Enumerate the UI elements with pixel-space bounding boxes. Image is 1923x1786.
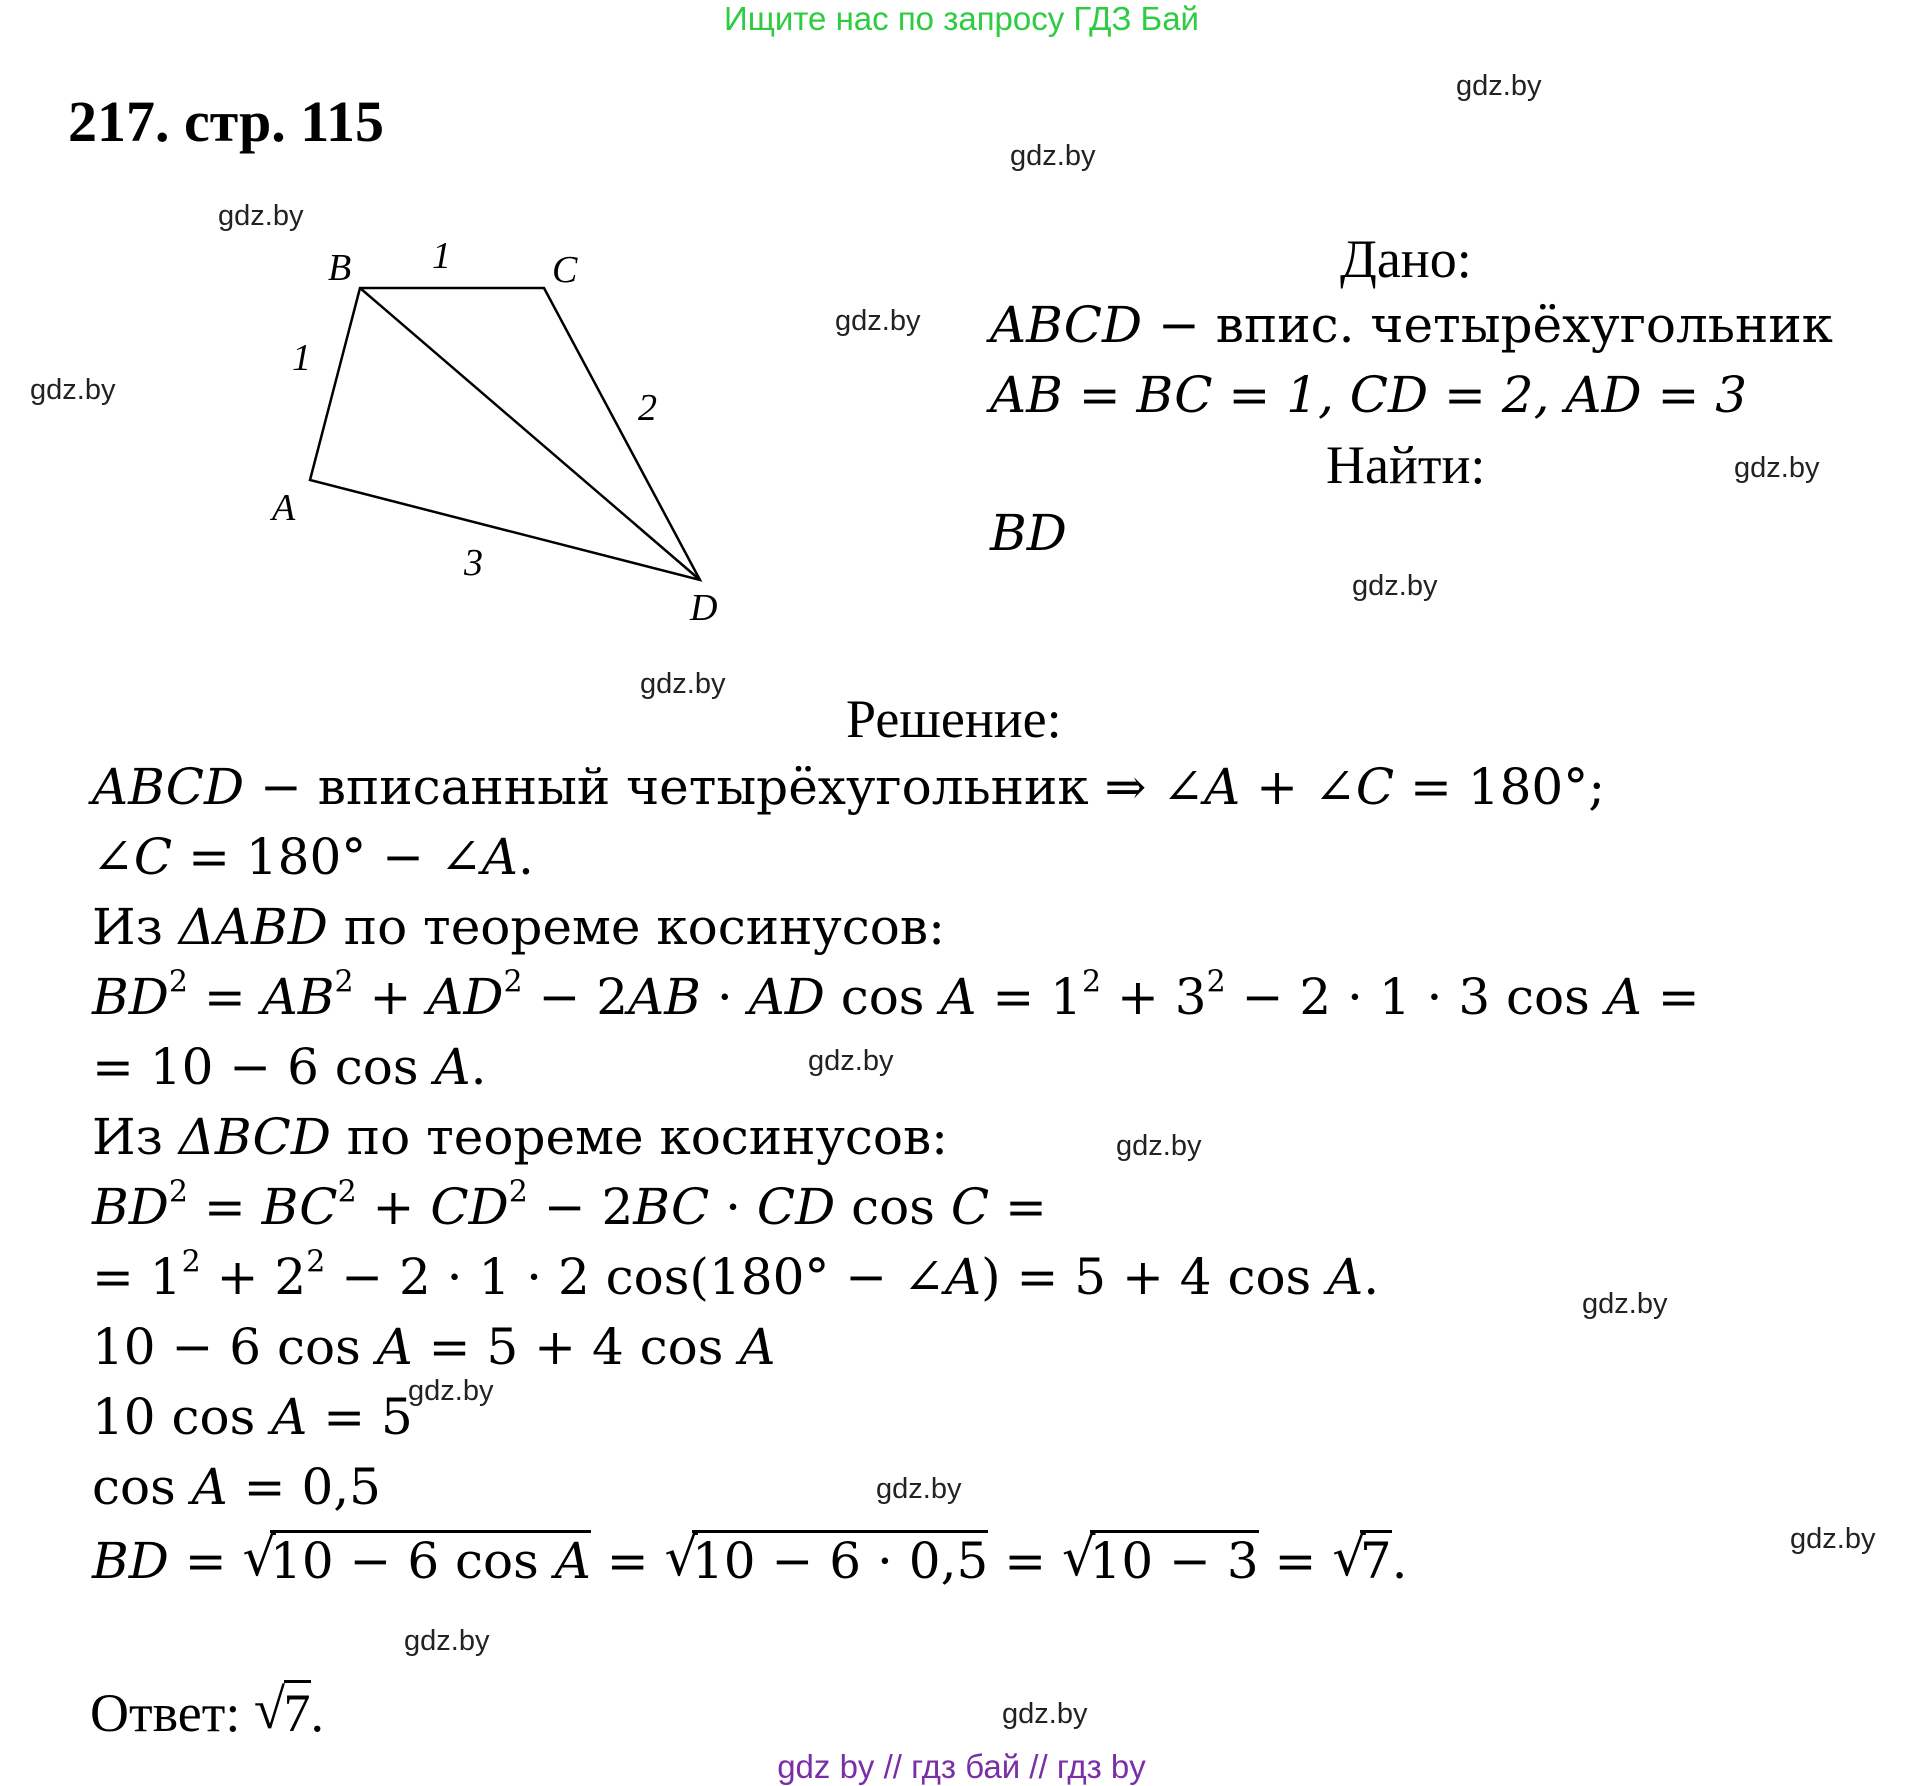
side-ad-label: 3 (464, 542, 483, 584)
find-heading: Найти: (1326, 435, 1486, 495)
watermark: gdz.by (1116, 1130, 1202, 1162)
watermark: gdz.by (408, 1375, 494, 1407)
vertex-b: B (328, 247, 352, 289)
vertex-d: D (690, 587, 718, 629)
watermark: gdz.by (218, 200, 304, 232)
watermark: gdz.by (30, 374, 116, 406)
watermark: gdz.by (1582, 1288, 1668, 1320)
footer-links[interactable]: gdz by // гдз бай // гдз by (777, 1748, 1146, 1785)
answer-line (90, 1680, 324, 1744)
side-ab-label: 1 (292, 337, 311, 379)
given-line-1 (990, 296, 1833, 354)
watermark: gdz.by (808, 1045, 894, 1077)
find-value: BD (990, 504, 1067, 562)
answer-value: 7 (284, 1680, 311, 1742)
answer-label: Ответ: (90, 1683, 254, 1743)
solution-line-7: $BD^2 = BC^2 + CD^2 - 2BC$ · CD cos C = (92, 1174, 1047, 1236)
watermark: gdz.by (876, 1473, 962, 1505)
quadrilateral-figure (250, 230, 770, 640)
solution-heading: Решение: (846, 689, 1062, 749)
problem-title: 217. стр. 115 (68, 89, 384, 154)
solution-line-1: ABCD − вписанный четырёхугольник ⇒ ∠A + ∠C = 180°; (92, 758, 1606, 816)
given-heading: Дано: (1340, 229, 1472, 289)
quadrilateral-outline (310, 288, 700, 580)
solution-line-12: BD = √ 10 − 6 cos A = √ 10 − 6 · 0,5 = √ 10 − 3 = √ 7. (92, 1530, 1408, 1590)
vertex-a: A (272, 487, 296, 529)
top-banner[interactable]: Ищите нас по запросу ГДЗ Бай (724, 0, 1199, 37)
solution-line-11: cos A = 0,5 (92, 1458, 381, 1516)
watermark: gdz.by (640, 668, 726, 700)
watermark: gdz.by (1734, 452, 1820, 484)
solution-line-8: = $1^2 + 2^2 - 2 \cdot 1 \cdot 2$ cos(180° − ∠A) = 5 + 4 cos A. (92, 1244, 1380, 1306)
given-figure-desc: − впис. четырёхугольник (1142, 296, 1833, 354)
solution-line-9: 10 − 6 cos A = 5 + 4 cos A (92, 1318, 776, 1376)
solution-line-10: 10 cos A = 5 (92, 1388, 413, 1446)
watermark: gdz.by (1002, 1698, 1088, 1730)
side-cd-label: 2 (638, 387, 657, 429)
solution-line-4: $BD^2 = AB^2 + AD^2 - 2AB$ · AD $\cos A = 1^2 + 3^2 - 2 \cdot 1 \cdot 3$ cos A = (92, 964, 1700, 1026)
solution-line-6: Из ΔBCD по теореме косинусов: (92, 1108, 948, 1166)
solution-line-3: Из ΔABD по теореме косинусов: (92, 898, 945, 956)
given-figure-name: ABCD (990, 296, 1143, 354)
solution-line-5: = 10 − 6 cos A. (92, 1038, 487, 1096)
vertex-c: C (552, 249, 578, 291)
answer-end: . (310, 1683, 325, 1743)
watermark: gdz.by (404, 1625, 490, 1657)
given-line-2: AB = BC = 1, CD = 2, AD = 3 (990, 366, 1748, 424)
watermark: gdz.by (1010, 140, 1096, 172)
solution-line-2: ∠C = 180° − ∠A. (92, 828, 534, 886)
side-bc-label: 1 (432, 235, 451, 277)
watermark: gdz.by (835, 305, 921, 337)
watermark: gdz.by (1790, 1523, 1876, 1555)
watermark: gdz.by (1456, 70, 1542, 102)
watermark: gdz.by (1352, 570, 1438, 602)
